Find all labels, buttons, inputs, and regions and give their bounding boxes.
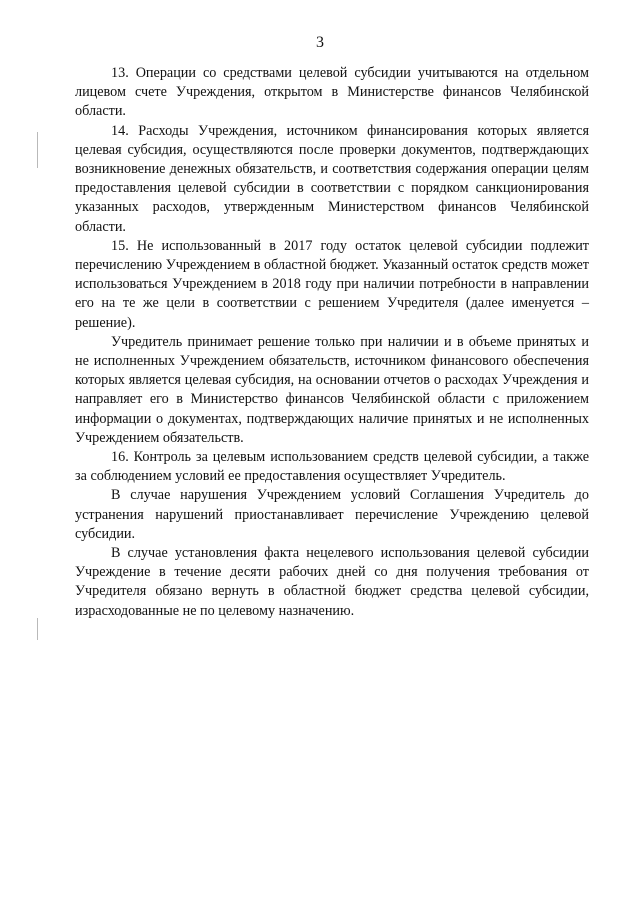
paragraph-violation: В случае нарушения Учреждением условий Соглашения Учредитель до устранения нарушений приостанавливает перечисление Учреждению целевой субсидии. — [75, 487, 589, 542]
paragraph-15: 15. Не использованный в 2017 году остаток целевой субсидии подлежит перечислению Учреждением в областной бюджет. Указанный остаток средств может использоваться Учреждением в 2018 году при наличии потребности в направлении его на те же цели в соответствии с решением Учредителя (далее именуется – решение). — [75, 237, 589, 331]
paragraph-founder-decision: Учредитель принимает решение только при наличии и в объеме принятых и не исполненных Учреждением обязательств, источником финансового обеспечения которых является целевая субсидия, на основании отчетов о расходах Учреждения и направляет его в Министерство финансов Челябинской области с приложением информации о документах, подтверждающих наличие принятых и не исполненных Учреждением обязательств. — [75, 333, 589, 446]
paragraph-misuse: В случае установления факта нецелевого использования целевой субсидии Учреждение в течение десяти рабочих дней со дня получения требования от Учредителя обязано вернуть в областной бюджет средства целевой субсидии, израсходованные не по целевому назначению. — [75, 545, 589, 619]
scan-artifact-line — [37, 132, 38, 168]
document-body — [75, 64, 589, 621]
paragraph-13: 13. Операции со средствами целевой субсидии учитываются на отдельном лицевом счете Учреждения, открытом в Министерстве финансов Челябинской области. — [75, 65, 589, 120]
paragraph-16: 16. Контроль за целевым использованием средств целевой субсидии, а также за соблюдением условий ее предоставления осуществляет Учредитель. — [75, 449, 589, 485]
page-number: 3 — [316, 34, 324, 51]
paragraph-14: 14. Расходы Учреждения, источником финансирования которых является целевая субсидия, осуществляются после проверки документов, подтверждающих возникновение денежных обязательств, и соответствия содержания операции целям предоставления целевой субсидии в соответствии с порядком санкционирования указанных расходов, утвержденным Министерством финансов Челябинской области. — [75, 122, 589, 235]
scan-artifact-line — [37, 618, 38, 640]
